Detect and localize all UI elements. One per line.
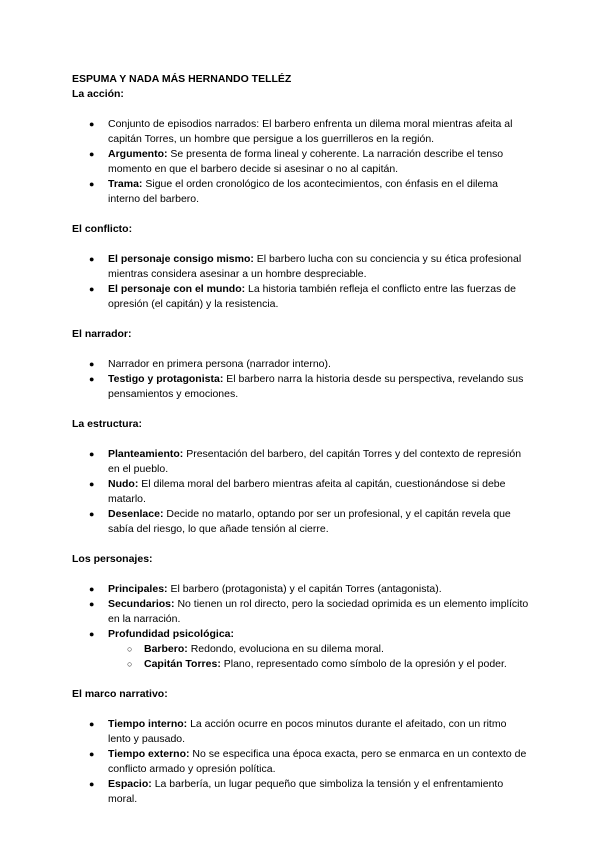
list-accion xyxy=(72,117,532,207)
list-item xyxy=(72,252,532,282)
item-text: El dilema moral del barbero mientras afeita al capitán, cuestionándose si debe matarlo. xyxy=(108,478,506,505)
item-term: Barbero: xyxy=(144,643,188,655)
list-item xyxy=(72,147,532,177)
list-item xyxy=(72,357,532,372)
list-item xyxy=(72,627,532,642)
list-item xyxy=(72,282,532,312)
list-item xyxy=(72,582,532,597)
list-personajes xyxy=(72,582,532,672)
item-term: Argumento: xyxy=(108,148,168,160)
item-term: Testigo y protagonista: xyxy=(108,373,224,385)
item-term: Desenlace: xyxy=(108,508,164,520)
list-conflicto xyxy=(72,252,532,312)
list-item xyxy=(72,372,532,402)
list-marco-narrativo xyxy=(72,717,532,807)
item-term: Profundidad psicológica: xyxy=(108,628,235,640)
list-item xyxy=(72,717,532,747)
list-item xyxy=(72,447,532,477)
list-estructura xyxy=(72,447,532,537)
section-heading-marco-narrativo: El marco narrativo: xyxy=(72,688,168,700)
document-title: ESPUMA Y NADA MÁS HERNANDO TELLÉZ xyxy=(72,73,292,85)
item-text: La historia también refleja el conflicto entre las fuerzas de opresión (el capitán) y la resistencia. xyxy=(108,283,516,310)
item-text: La barbería, un lugar pequeño que simboliza la tensión y el enfrentamiento moral. xyxy=(108,778,504,805)
item-text: Sigue el orden cronológico de los acontecimientos, con énfasis en el dilema interno del barbero. xyxy=(108,178,498,205)
item-term: Tiempo externo: xyxy=(108,748,190,760)
item-term: Secundarios: xyxy=(108,598,175,610)
list-item xyxy=(72,597,532,627)
item-term: Planteamiento: xyxy=(108,448,184,460)
item-text: El barbero (protagonista) y el capitán Torres (antagonista). xyxy=(170,583,442,595)
item-text: Se presenta de forma lineal y coherente. La narración describe el tenso momento en que el barbero decide si asesinar o no al capitán. xyxy=(108,148,504,175)
item-text: Narrador en primera persona (narrador interno). xyxy=(108,358,331,370)
item-term: El personaje con el mundo: xyxy=(108,283,246,295)
list-item xyxy=(72,177,532,207)
item-text: Plano, representado como símbolo de la opresión y el poder. xyxy=(223,658,507,670)
list-item xyxy=(72,747,532,777)
item-text: El barbero narra la historia desde su perspectiva, revelando sus pensamientos y emociones. xyxy=(108,373,524,400)
list-item xyxy=(72,507,532,537)
item-term: El personaje consigo mismo: xyxy=(108,253,254,265)
item-term: Nudo: xyxy=(108,478,139,490)
item-text: Conjunto de episodios narrados: El barbero enfrenta un dilema moral mientras afeita al capitán Torres, un hombre que persigue a los guerrilleros en la región. xyxy=(108,118,513,145)
item-term: Capitán Torres: xyxy=(144,658,221,670)
sub-list-item xyxy=(72,642,532,657)
item-term: Principales: xyxy=(108,583,168,595)
document-content xyxy=(72,72,532,807)
section-heading-conflicto: El conflicto: xyxy=(72,223,133,235)
item-text: No tienen un rol directo, pero la sociedad oprimida es un elemento implícito en la narración. xyxy=(108,598,529,625)
section-heading-narrador: El narrador: xyxy=(72,328,132,340)
item-term: Tiempo interno: xyxy=(108,718,188,730)
item-term: Trama: xyxy=(108,178,143,190)
sub-list-item xyxy=(72,657,532,672)
item-text: No se especifica una época exacta, pero se enmarca en un contexto de conflicto armado y opresión política. xyxy=(108,748,527,775)
item-text: La acción ocurre en pocos minutos durante el afeitado, con un ritmo lento y pausado. xyxy=(108,718,507,745)
item-text: Presentación del barbero, del capitán Torres y del contexto de represión en el pueblo. xyxy=(108,448,522,475)
section-heading-accion: La acción: xyxy=(72,88,124,100)
list-narrador xyxy=(72,357,532,402)
list-item xyxy=(72,117,532,147)
list-item xyxy=(72,777,532,807)
item-term: Espacio: xyxy=(108,778,152,790)
item-text: El barbero lucha con su conciencia y su ética profesional mientras considera asesinar a un hombre despreciable. xyxy=(108,253,522,280)
section-heading-estructura: La estructura: xyxy=(72,418,143,430)
section-heading-personajes: Los personajes: xyxy=(72,553,153,565)
item-text: Redondo, evoluciona en su dilema moral. xyxy=(190,643,384,655)
item-text: Decide no matarlo, optando por ser un profesional, y el capitán revela que sabía del riesgo, lo que añade tensión al cierre. xyxy=(108,508,511,535)
list-item xyxy=(72,477,532,507)
